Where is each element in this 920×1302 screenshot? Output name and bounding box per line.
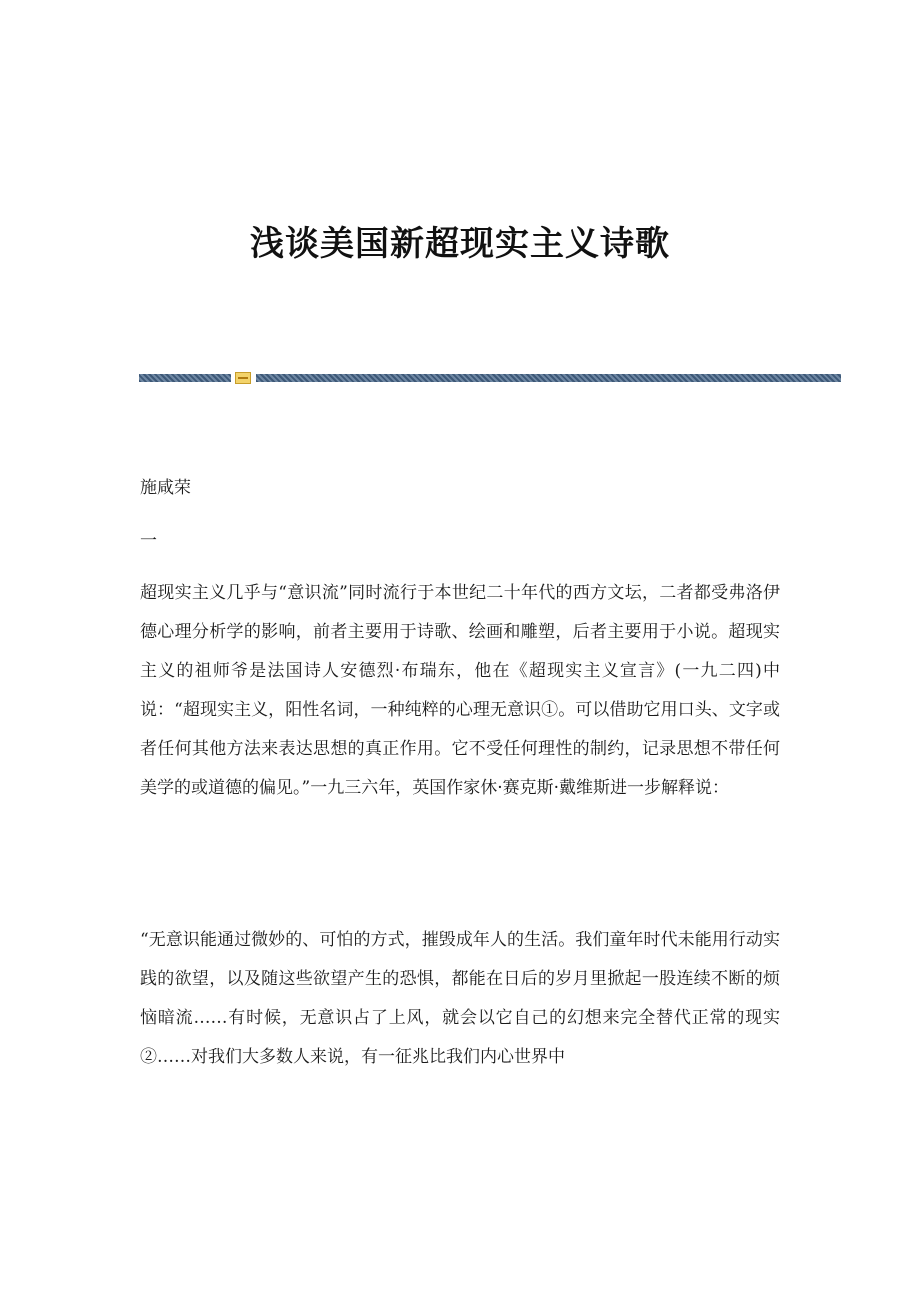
title-divider [139, 374, 841, 384]
document-title: 浅谈美国新超现实主义诗歌 [250, 224, 670, 264]
body-paragraph: 超现实主义几乎与“意识流”同时流行于本世纪二十年代的西方文坛，二者都受弗洛伊德心理分析学的影响，前者主要用于诗歌、绘画和雕塑，后者主要用于小说。超现实主义的祖师爷是法国诗人安德烈·布瑞东，他在《超现实主义宣言》(一九二四)中说：“超现实主义，阳性名词，一种纯粹的心理无意识①。可以借助它用口头、文字或者任何其他方法来表达思想的真正作用。它不受任何理性的制约，记录思想不带任何美学的或道德的偏见。”一九三六年，英国作家休·赛克斯·戴维斯进一步解释说： [140, 583, 780, 798]
section-number: 一 [140, 531, 157, 551]
body-paragraph: “无意识能通过微妙的、可怕的方式，摧毁成年人的生活。我们童年时代未能用行动实践的欲望，以及随这些欲望产生的恐惧，都能在日后的岁月里掀起一股连续不断的烦恼暗流……有时候，无意识占了上风，就会以它自己的幻想来完全替代正常的现实②……对我们大多数人来说，有一征兆比我们内心世界中 [140, 930, 780, 1067]
divider-bar-right [256, 374, 841, 382]
author-name: 施咸荣 [140, 478, 191, 498]
divider-bar-left [139, 374, 231, 382]
divider-ornament-icon [235, 372, 251, 384]
